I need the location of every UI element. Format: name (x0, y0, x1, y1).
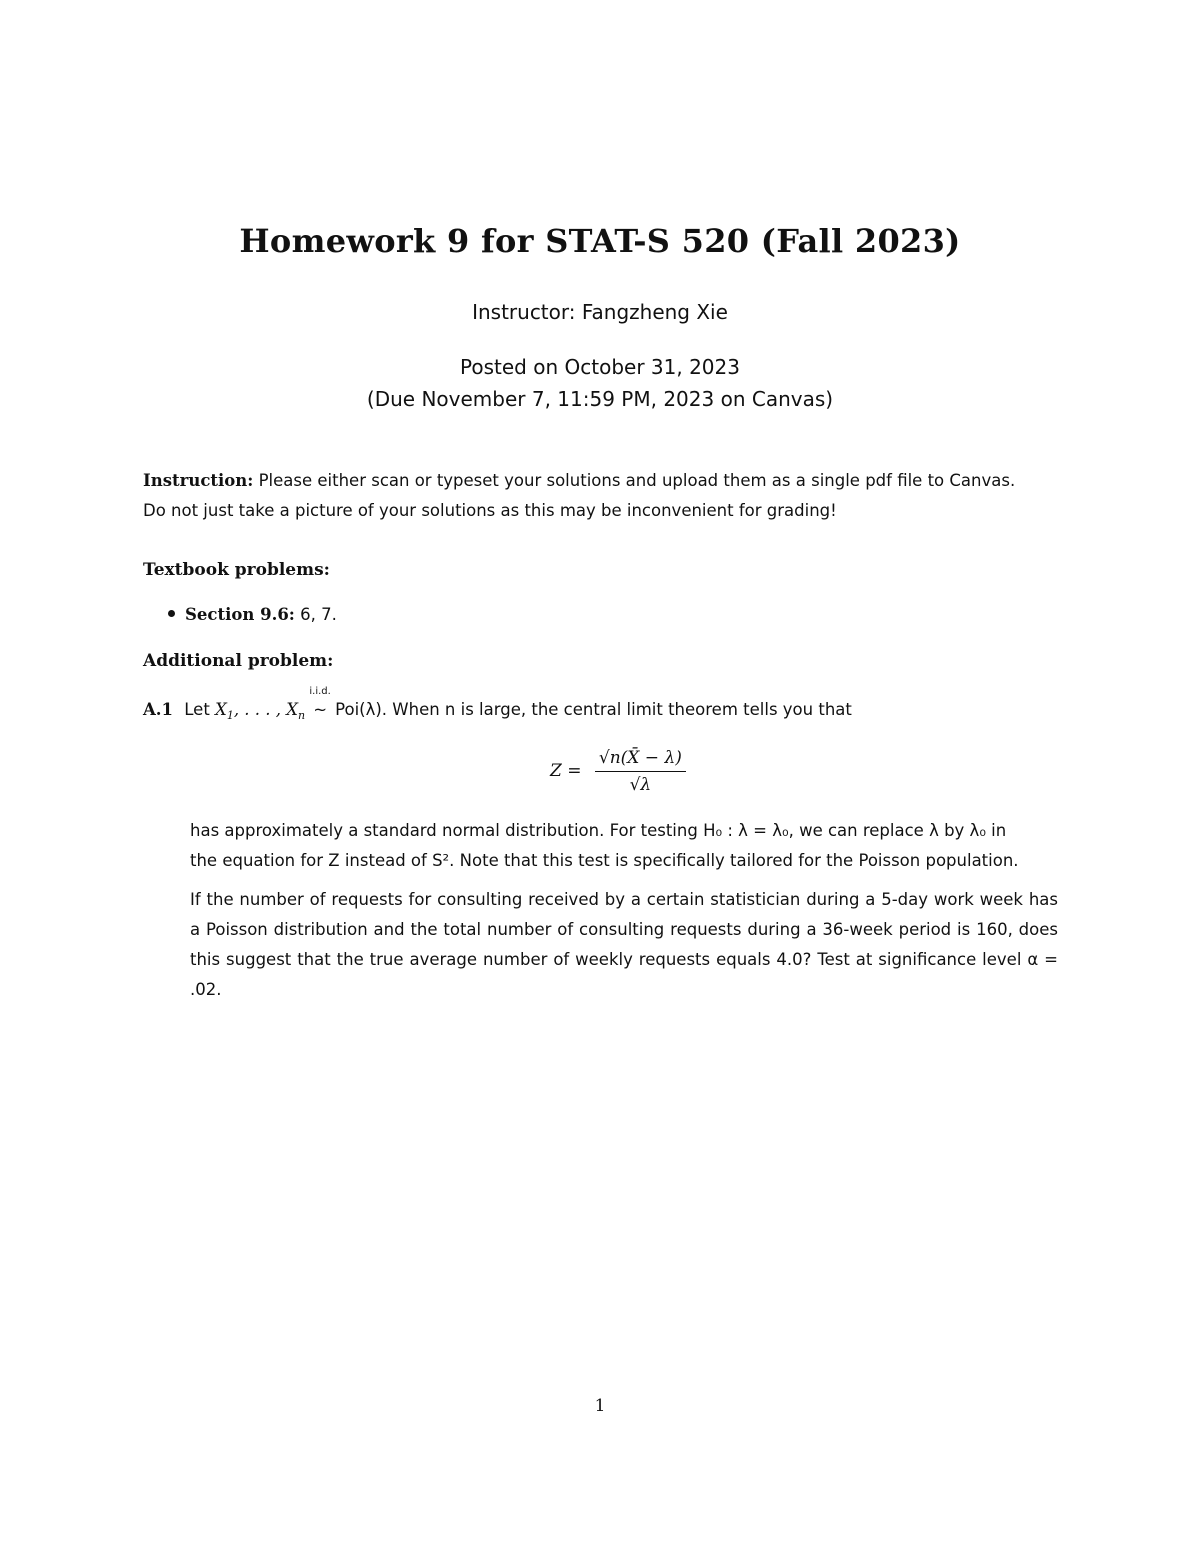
bullet-icon (168, 610, 175, 617)
instructor-line: Instructor: Fangzheng Xie (472, 300, 728, 324)
page-number: 1 (594, 1396, 606, 1416)
section-value: 6, 7. (294, 605, 337, 624)
iid-symbol: i.i.d. ∼ (309, 686, 331, 719)
intro-let: Let (184, 700, 210, 719)
para1-line2: the equation for Z instead of S². Note that this test is specifically tailored for the Poisson population. (190, 851, 1019, 870)
page-title: Homework 9 for STAT-S 520 (Fall 2023) (239, 222, 961, 260)
formula-fraction (595, 748, 686, 795)
formula-denominator: √λ (629, 775, 652, 795)
formula-lhs: Z = (550, 761, 582, 781)
additional-heading: Additional problem: (143, 651, 334, 671)
due-date: (Due November 7, 11:59 PM, 2023 on Canvas) (366, 387, 834, 411)
posted-date: Posted on October 31, 2023 (460, 355, 740, 379)
para1-line1: has approximately a standard normal distribution. For testing H₀ : λ = λ₀, we can replace λ by λ₀ in (190, 821, 1007, 840)
instruction-label: Instruction: (143, 471, 254, 490)
list-item (168, 605, 337, 624)
paragraph-problem-statement: If the number of requests for consulting received by a certain statistician during a 5-day work week has a Poisson distribution and the total number of consulting requests during a 36-week period is 160, does this suggest that the true average number of weekly requests equals 4.0? Test at significance level α = .02. (190, 890, 1058, 999)
clt-formula (550, 748, 686, 795)
paragraph-clt-note (190, 816, 1058, 876)
problem-intro (143, 686, 852, 722)
section-label: Section 9.6: (185, 605, 295, 624)
intro-dist: Poi(λ). (335, 700, 388, 719)
instruction-paragraph (143, 466, 1059, 526)
intro-rest: When n is large, the central limit theorem tells you that (387, 700, 852, 719)
formula-numerator: √n(X̄ − λ) (595, 748, 686, 772)
instruction-line2: Do not just take a picture of your solutions as this may be inconvenient for grading! (143, 501, 837, 520)
textbook-heading: Textbook problems: (143, 560, 330, 580)
problem-label: A.1 (143, 700, 174, 719)
intro-vars: $X_1$, . . . , $X_n$ (215, 700, 306, 722)
instruction-line1: Please either scan or typeset your solutions and upload them as a single pdf file to Canvas. (253, 471, 1016, 490)
